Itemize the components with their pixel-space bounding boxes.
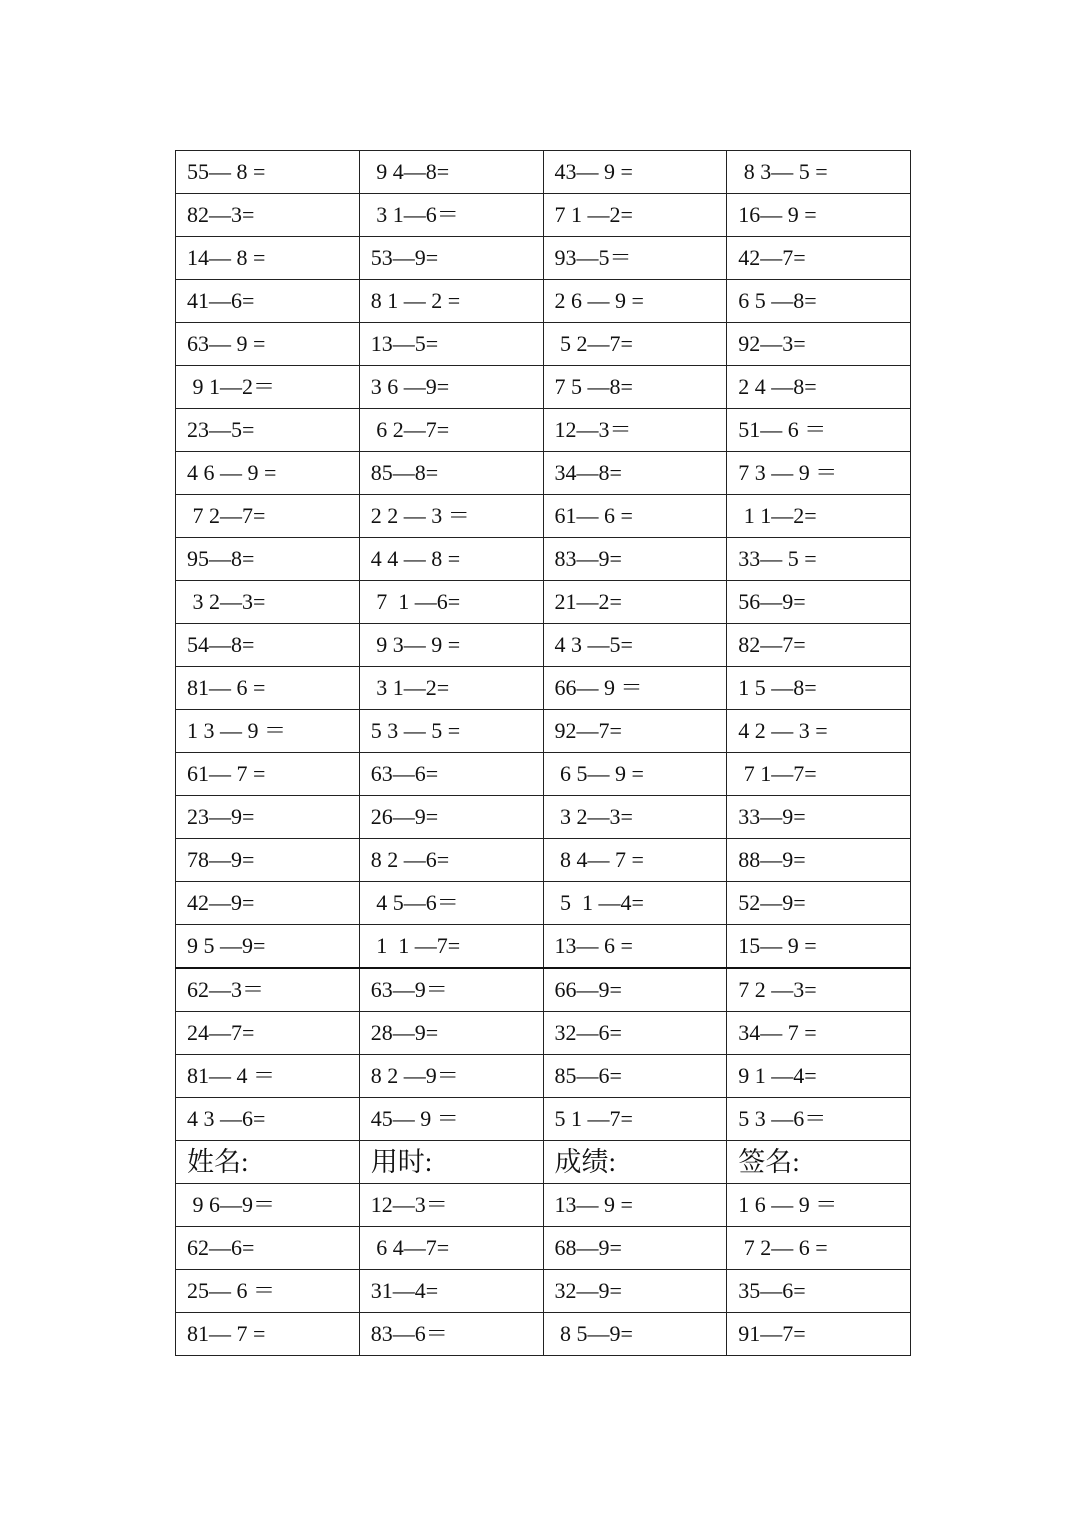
problem-cell: 7 2— 6 = <box>727 1227 911 1270</box>
problem-cell: 85—8= <box>359 452 543 495</box>
problem-cell: 2 4 —8= <box>727 366 911 409</box>
problem-cell: 9 6—9＝ <box>176 1184 360 1227</box>
worksheet-row <box>176 796 911 839</box>
problem-cell: 6 4—7= <box>359 1227 543 1270</box>
problem-cell: 3 1—2= <box>359 667 543 710</box>
problem-cell: 66—9= <box>543 968 727 1012</box>
problem-cell: 55— 8 = <box>176 151 360 194</box>
worksheet-row <box>176 710 911 753</box>
worksheet-row <box>176 409 911 452</box>
problem-cell: 61— 7 = <box>176 753 360 796</box>
problem-cell: 4 3 —6= <box>176 1098 360 1141</box>
problem-cell: 4 6 — 9 = <box>176 452 360 495</box>
problem-cell: 8 2 —9＝ <box>359 1055 543 1098</box>
problem-cell: 5 2—7= <box>543 323 727 366</box>
problem-cell: 83—9= <box>543 538 727 581</box>
problem-cell: 62—6= <box>176 1227 360 1270</box>
problem-cell: 81— 6 = <box>176 667 360 710</box>
problem-cell: 8 2 —6= <box>359 839 543 882</box>
problem-cell: 3 2—3= <box>543 796 727 839</box>
problem-cell: 8 1 — 2 = <box>359 280 543 323</box>
problem-cell: 7 5 —8= <box>543 366 727 409</box>
worksheet-row <box>176 667 911 710</box>
problem-cell: 3 1—6＝ <box>359 194 543 237</box>
problem-cell: 13— 6 = <box>543 925 727 969</box>
worksheet-row <box>176 925 911 969</box>
problem-cell: 28—9= <box>359 1012 543 1055</box>
problem-cell: 1 5 —8= <box>727 667 911 710</box>
problem-cell: 24—7= <box>176 1012 360 1055</box>
worksheet-row <box>176 1270 911 1313</box>
problem-cell: 13—5= <box>359 323 543 366</box>
problem-cell: 9 5 —9= <box>176 925 360 969</box>
problem-cell: 12—3＝ <box>543 409 727 452</box>
problem-cell: 33— 5 = <box>727 538 911 581</box>
worksheet-row <box>176 968 911 1012</box>
problem-cell: 6 2—7= <box>359 409 543 452</box>
problem-cell: 14— 8 = <box>176 237 360 280</box>
problem-cell: 9 3— 9 = <box>359 624 543 667</box>
problem-cell: 8 5—9= <box>543 1313 727 1356</box>
worksheet-row <box>176 1098 911 1141</box>
problem-cell: 45— 9 ＝ <box>359 1098 543 1141</box>
problem-cell: 9 4—8= <box>359 151 543 194</box>
worksheet-row <box>176 323 911 366</box>
problem-cell: 7 1—7= <box>727 753 911 796</box>
worksheet-row <box>176 1184 911 1227</box>
worksheet-row <box>176 753 911 796</box>
problem-cell: 32—9= <box>543 1270 727 1313</box>
problem-cell: 6 5 —8= <box>727 280 911 323</box>
problem-cell: 31—4= <box>359 1270 543 1313</box>
problem-cell: 9 1—2＝ <box>176 366 360 409</box>
problem-cell: 7 1 —6= <box>359 581 543 624</box>
worksheet-row <box>176 882 911 925</box>
worksheet-body <box>176 151 911 1356</box>
subtraction-worksheet-table <box>175 150 911 1356</box>
worksheet-row <box>176 366 911 409</box>
worksheet-row <box>176 1227 911 1270</box>
problem-cell: 63— 9 = <box>176 323 360 366</box>
problem-cell: 5 3 — 5 = <box>359 710 543 753</box>
problem-cell: 3 6 —9= <box>359 366 543 409</box>
problem-cell: 23—5= <box>176 409 360 452</box>
problem-cell: 61— 6 = <box>543 495 727 538</box>
problem-cell: 1 1—2= <box>727 495 911 538</box>
problem-cell: 2 6 — 9 = <box>543 280 727 323</box>
problem-cell: 5 1 —7= <box>543 1098 727 1141</box>
problem-cell: 23—9= <box>176 796 360 839</box>
problem-cell: 7 2 —3= <box>727 968 911 1012</box>
problem-cell: 81— 4 ＝ <box>176 1055 360 1098</box>
problem-cell: 8 3— 5 = <box>727 151 911 194</box>
problem-cell: 82—3= <box>176 194 360 237</box>
problem-cell: 82—7= <box>727 624 911 667</box>
problem-cell: 2 2 — 3 ＝ <box>359 495 543 538</box>
problem-cell: 52—9= <box>727 882 911 925</box>
worksheet-row <box>176 280 911 323</box>
problem-cell: 4 3 —5= <box>543 624 727 667</box>
problem-cell: 16— 9 = <box>727 194 911 237</box>
worksheet-row <box>176 194 911 237</box>
problem-cell: 83—6＝ <box>359 1313 543 1356</box>
problem-cell: 7 3 — 9 ＝ <box>727 452 911 495</box>
info-label-cell: 签名: <box>727 1141 911 1184</box>
problem-cell: 21—2= <box>543 581 727 624</box>
problem-cell: 88—9= <box>727 839 911 882</box>
worksheet-row <box>176 237 911 280</box>
worksheet-row <box>176 624 911 667</box>
problem-cell: 7 2—7= <box>176 495 360 538</box>
problem-cell: 95—8= <box>176 538 360 581</box>
problem-cell: 63—9＝ <box>359 968 543 1012</box>
problem-cell: 15— 9 = <box>727 925 911 969</box>
worksheet-row <box>176 151 911 194</box>
problem-cell: 34— 7 = <box>727 1012 911 1055</box>
problem-cell: 1 3 — 9 ＝ <box>176 710 360 753</box>
info-label-row <box>176 1141 911 1184</box>
problem-cell: 63—6= <box>359 753 543 796</box>
problem-cell: 8 4— 7 = <box>543 839 727 882</box>
problem-cell: 92—7= <box>543 710 727 753</box>
problem-cell: 6 5— 9 = <box>543 753 727 796</box>
problem-cell: 56—9= <box>727 581 911 624</box>
problem-cell: 68—9= <box>543 1227 727 1270</box>
problem-cell: 4 4 — 8 = <box>359 538 543 581</box>
worksheet-row <box>176 538 911 581</box>
problem-cell: 13— 9 = <box>543 1184 727 1227</box>
problem-cell: 51— 6 ＝ <box>727 409 911 452</box>
problem-cell: 62—3＝ <box>176 968 360 1012</box>
worksheet-row <box>176 1012 911 1055</box>
problem-cell: 53—9= <box>359 237 543 280</box>
worksheet-row <box>176 452 911 495</box>
problem-cell: 12—3＝ <box>359 1184 543 1227</box>
problem-cell: 35—6= <box>727 1270 911 1313</box>
problem-cell: 66— 9 ＝ <box>543 667 727 710</box>
problem-cell: 33—9= <box>727 796 911 839</box>
problem-cell: 85—6= <box>543 1055 727 1098</box>
problem-cell: 7 1 —2= <box>543 194 727 237</box>
problem-cell: 4 2 — 3 = <box>727 710 911 753</box>
info-label-cell: 姓名: <box>176 1141 360 1184</box>
problem-cell: 32—6= <box>543 1012 727 1055</box>
problem-cell: 25— 6 ＝ <box>176 1270 360 1313</box>
problem-cell: 1 6 — 9 ＝ <box>727 1184 911 1227</box>
problem-cell: 92—3= <box>727 323 911 366</box>
problem-cell: 42—7= <box>727 237 911 280</box>
problem-cell: 54—8= <box>176 624 360 667</box>
problem-cell: 93—5＝ <box>543 237 727 280</box>
problem-cell: 41—6= <box>176 280 360 323</box>
problem-cell: 1 1 —7= <box>359 925 543 969</box>
worksheet-row <box>176 1055 911 1098</box>
problem-cell: 91—7= <box>727 1313 911 1356</box>
problem-cell: 9 1 —4= <box>727 1055 911 1098</box>
problem-cell: 78—9= <box>176 839 360 882</box>
info-label-cell: 用时: <box>359 1141 543 1184</box>
problem-cell: 5 3 —6＝ <box>727 1098 911 1141</box>
worksheet-row <box>176 839 911 882</box>
problem-cell: 81— 7 = <box>176 1313 360 1356</box>
problem-cell: 34—8= <box>543 452 727 495</box>
problem-cell: 43— 9 = <box>543 151 727 194</box>
problem-cell: 3 2—3= <box>176 581 360 624</box>
worksheet-row <box>176 581 911 624</box>
problem-cell: 5 1 —4= <box>543 882 727 925</box>
problem-cell: 26—9= <box>359 796 543 839</box>
problem-cell: 42—9= <box>176 882 360 925</box>
worksheet-row <box>176 495 911 538</box>
worksheet-row <box>176 1313 911 1356</box>
info-label-cell: 成绩: <box>543 1141 727 1184</box>
problem-cell: 4 5—6＝ <box>359 882 543 925</box>
